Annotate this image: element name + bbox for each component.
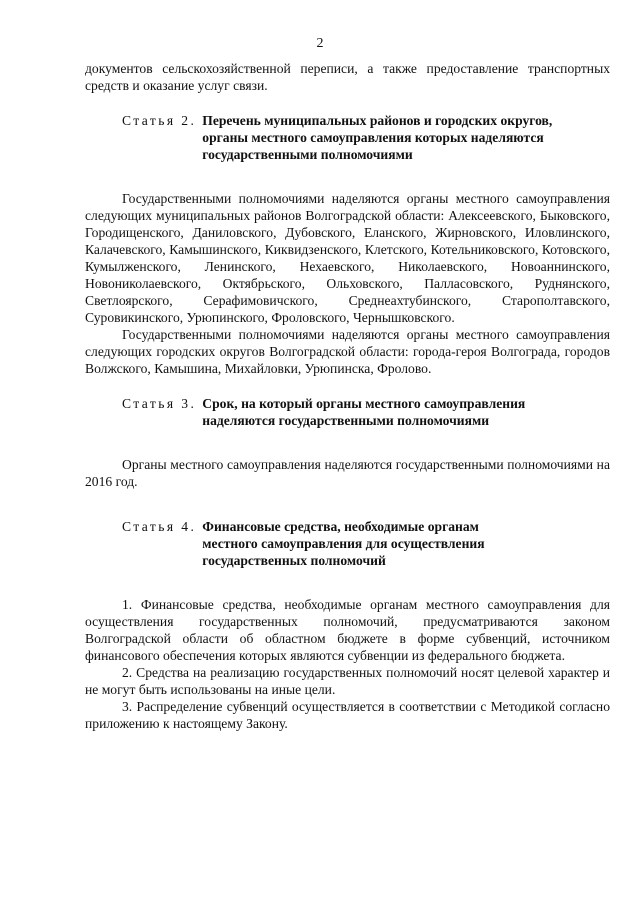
article-2-paragraph-2: Государственными полномочиями наделяются органы местного самоуправления следующих городских округов Волгоградской области: города-героя Волгограда, городов Волжского, Камышина, Михайловки, Урюпинска, Фролово. bbox=[85, 327, 610, 376]
document-body bbox=[85, 60, 610, 732]
article-4-paragraph-1: 1. Финансовые средства, необходимые органам местного самоуправления для осуществления государственных полномочий, предусматриваются законом Волгоградской области об областном бюджете в форме субвенций, источником финансового обеспечения которых являются субвенции из федерального бюджета. bbox=[85, 597, 610, 663]
article-3-title: Срок, на который органы местного самоуправления наделяются государственными полномочиями bbox=[202, 396, 526, 428]
article-4-title: Финансовые средства, необходимые органам местного самоуправления для осуществления государственных полномочий bbox=[202, 519, 485, 568]
article-2-paragraph-1: Государственными полномочиями наделяются органы местного самоуправления следующих муниципальных районов Волгоградской области: Алексеевского, Быковского, Городищенского, Даниловского, Дубовского, Еланского, Жирновского, Иловлинского, Калачевского, Камышинского, Киквидзенского, Клетского, Котельниковского, Котовского, Кумылженского, Ленинского, Нехаевского, Николаевского, Новоаннинского, Новониколаевского, Октябрьского, Ольховского, Палласовского, Руднянского, Светлоярского, Серафимовичского, Среднеахтубинского, Старополтавского, Суровикинского, Урюпинского, Фроловского, Чернышковского. bbox=[85, 191, 610, 325]
article-3-paragraph-1: Органы местного самоуправления наделяются государственными полномочиями на 2016 год. bbox=[85, 457, 610, 489]
intro-paragraph: документов сельскохозяйственной переписи, а также предоставление транспортных средств и оказание услуг связи. bbox=[85, 61, 610, 93]
article-3-label: Статья 3. bbox=[122, 396, 197, 411]
article-4-heading bbox=[85, 518, 610, 569]
article-4-paragraph-2: 2. Средства на реализацию государственных полномочий носят целевой характер и не могут быть использованы на иные цели. bbox=[85, 665, 610, 697]
article-2-heading bbox=[85, 112, 610, 163]
article-2-label: Статья 2. bbox=[122, 113, 197, 128]
article-4-paragraph-3: 3. Распределение субвенций осуществляется в соответствии с Методикой согласно приложению к настоящему Закону. bbox=[85, 699, 610, 731]
article-4-label: Статья 4. bbox=[122, 519, 197, 534]
page-number: 2 bbox=[316, 36, 324, 51]
article-2-title: Перечень муниципальных районов и городских округов, органы местного самоуправления которых наделяются государственными полномочиями bbox=[202, 113, 553, 162]
article-3-heading bbox=[85, 395, 610, 429]
